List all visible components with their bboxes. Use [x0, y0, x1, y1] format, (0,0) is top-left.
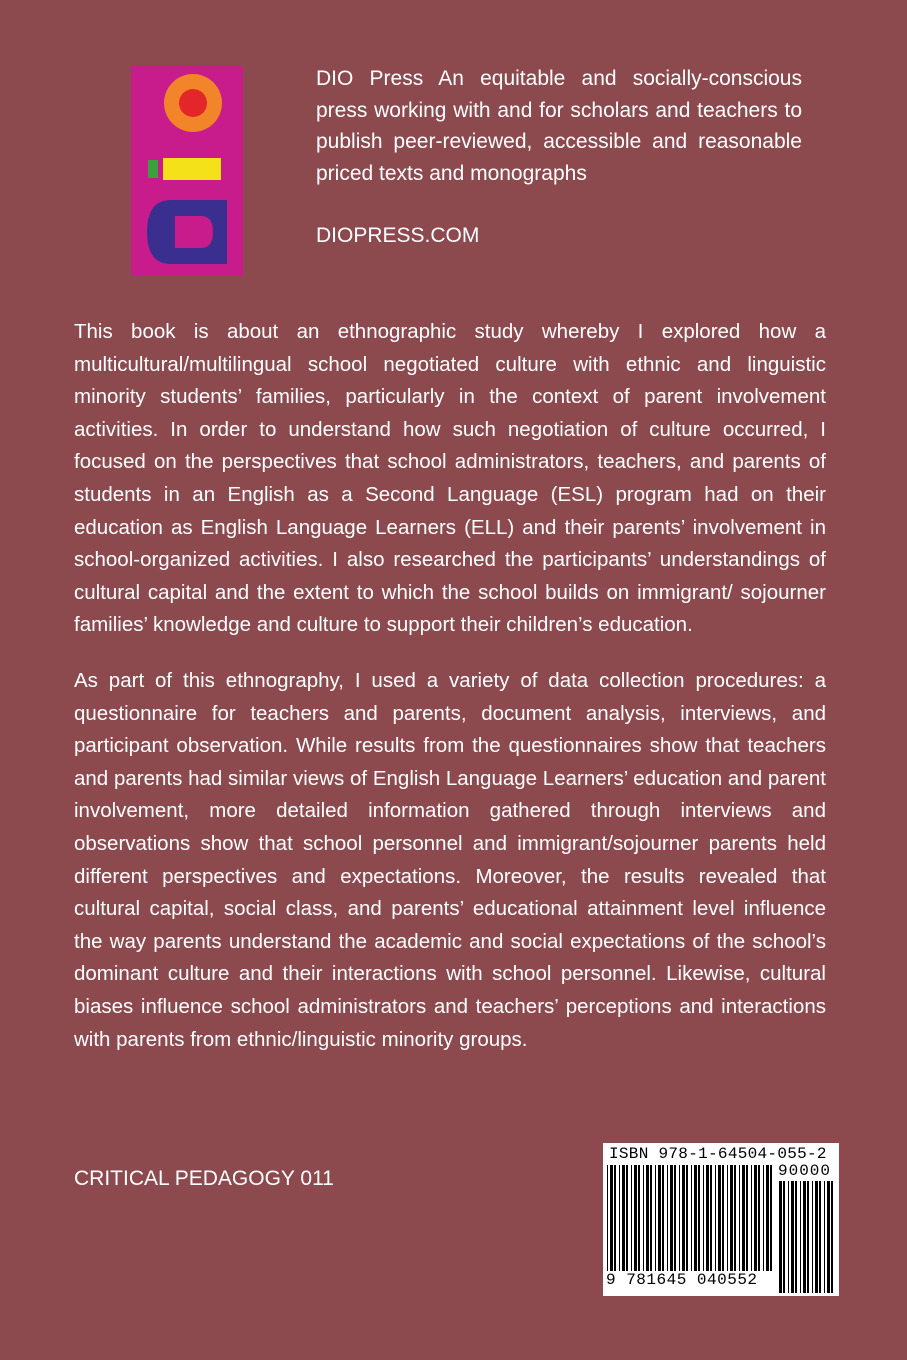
isbn-barcode	[603, 1143, 839, 1296]
barcode-bar	[655, 1165, 656, 1271]
barcode-bar	[626, 1165, 628, 1271]
barcode-bar	[686, 1165, 688, 1271]
barcode-bar	[831, 1181, 833, 1293]
barcode-bar	[610, 1165, 613, 1271]
price-code: 90000	[777, 1162, 831, 1180]
barcode-bar	[682, 1165, 685, 1271]
barcode-bar	[662, 1165, 664, 1271]
barcode-bar	[706, 1165, 709, 1271]
dio-logo-graphic	[131, 66, 243, 276]
barcode-bar	[758, 1165, 760, 1271]
barcode-bar	[763, 1165, 764, 1271]
barcode-bar	[766, 1165, 769, 1271]
barcode-bar	[754, 1165, 757, 1271]
barcode-bar	[819, 1181, 821, 1293]
barcode-bar	[770, 1165, 772, 1271]
barcode-bar	[634, 1165, 637, 1271]
barcode-bar	[739, 1165, 740, 1271]
logo-o-center	[179, 89, 207, 117]
barcode-bar	[607, 1165, 608, 1271]
barcode-bar	[710, 1165, 712, 1271]
logo-i-dot	[148, 160, 158, 178]
logo-i-bar	[163, 158, 221, 180]
barcode-bar	[674, 1165, 676, 1271]
series-label: CRITICAL PEDAGOGY 011	[74, 1167, 334, 1190]
barcode-bar	[722, 1165, 724, 1271]
ean-digits: 9 781645 040552	[606, 1271, 758, 1289]
barcode-bar	[718, 1165, 721, 1271]
barcode-bar	[800, 1181, 801, 1293]
synopsis-paragraph-1: This book is about an ethnographic study whereby I explored how a multicultural/multilingual school negotiated culture with ethnic and linguistic minority students’ families, particularly in the context of parent involvement activities. In order to understand how such negotiation of culture occurred, I focused on the perspectives that school administrators, teachers, and parents of students in an English as a Second Language (ESL) program had on their education as English Language Learners (ELL) and their parents’ involvement in school-organized activities. I also researched the participants’ understandings of cultural capital and the extent to which the school builds on immigrant/ sojourner families’ knowledge and culture to support their children’s education.	[74, 320, 826, 637]
barcode-bar	[746, 1165, 748, 1271]
barcode-bar	[734, 1165, 736, 1271]
barcode-bar	[727, 1165, 728, 1271]
barcode-bar	[691, 1165, 692, 1271]
synopsis-paragraph-2: As part of this ethnography, I used a variety of data collection procedures: a questionnaire for teachers and parents, document analysis, interviews, and participant observation. While results from the questionnaires show that teachers and parents had similar views of English Language Learners’ education and parent involvement, more detailed information gathered through interviews and observations show that school personnel and immigrant/sojourner parents held different perspectives and expectations. Moreover, the results revealed that cultural capital, social class, and parents’ educational attainment level influence the way parents understand the academic and social expectations of the school’s dominant culture and their interactions with school personnel. Likewise, cultural biases influence school administrators and teachers’ perceptions and interactions with parents from ethnic/linguistic minority groups.	[74, 669, 826, 1051]
press-website: DIOPRESS.COM	[316, 224, 480, 247]
barcode-bar	[638, 1165, 640, 1271]
barcode-bar	[698, 1165, 700, 1271]
barcode-bar	[643, 1165, 644, 1271]
barcode-bar	[679, 1165, 680, 1271]
barcode-bar	[658, 1165, 661, 1271]
barcode-bar	[803, 1181, 806, 1293]
barcode-bar	[715, 1165, 716, 1271]
barcode-bar	[650, 1165, 652, 1271]
barcode-bar	[788, 1181, 789, 1293]
barcode-bar	[730, 1165, 733, 1271]
barcode-bar	[815, 1181, 818, 1293]
barcode-bar	[694, 1165, 697, 1271]
barcode-bar	[779, 1181, 782, 1293]
barcode-bar	[646, 1165, 649, 1271]
barcode-bar	[824, 1181, 825, 1293]
logo-d-counter	[175, 216, 213, 248]
barcode-bar	[783, 1181, 785, 1293]
barcode-bar	[742, 1165, 745, 1271]
barcode-bar	[631, 1165, 632, 1271]
barcode-bar	[703, 1165, 704, 1271]
barcode-bar	[619, 1165, 620, 1271]
barcode-bar	[812, 1181, 813, 1293]
barcode-bar	[795, 1181, 797, 1293]
barcode-bar	[791, 1181, 794, 1293]
barcode-bar	[622, 1165, 625, 1271]
barcode-bar	[667, 1165, 668, 1271]
dio-press-logo	[131, 66, 243, 276]
barcode-bar	[807, 1181, 809, 1293]
barcode-bar	[827, 1181, 830, 1293]
barcode-bar	[670, 1165, 673, 1271]
barcode-bar	[614, 1165, 616, 1271]
press-description: DIO Press An equitable and socially-conscious press working with and for scholars and teachers to publish peer-reviewed, accessible and reasonable priced texts and monographs	[316, 67, 802, 185]
barcode-bar	[751, 1165, 752, 1271]
isbn-text: ISBN 978-1-64504-055-2	[609, 1145, 827, 1163]
